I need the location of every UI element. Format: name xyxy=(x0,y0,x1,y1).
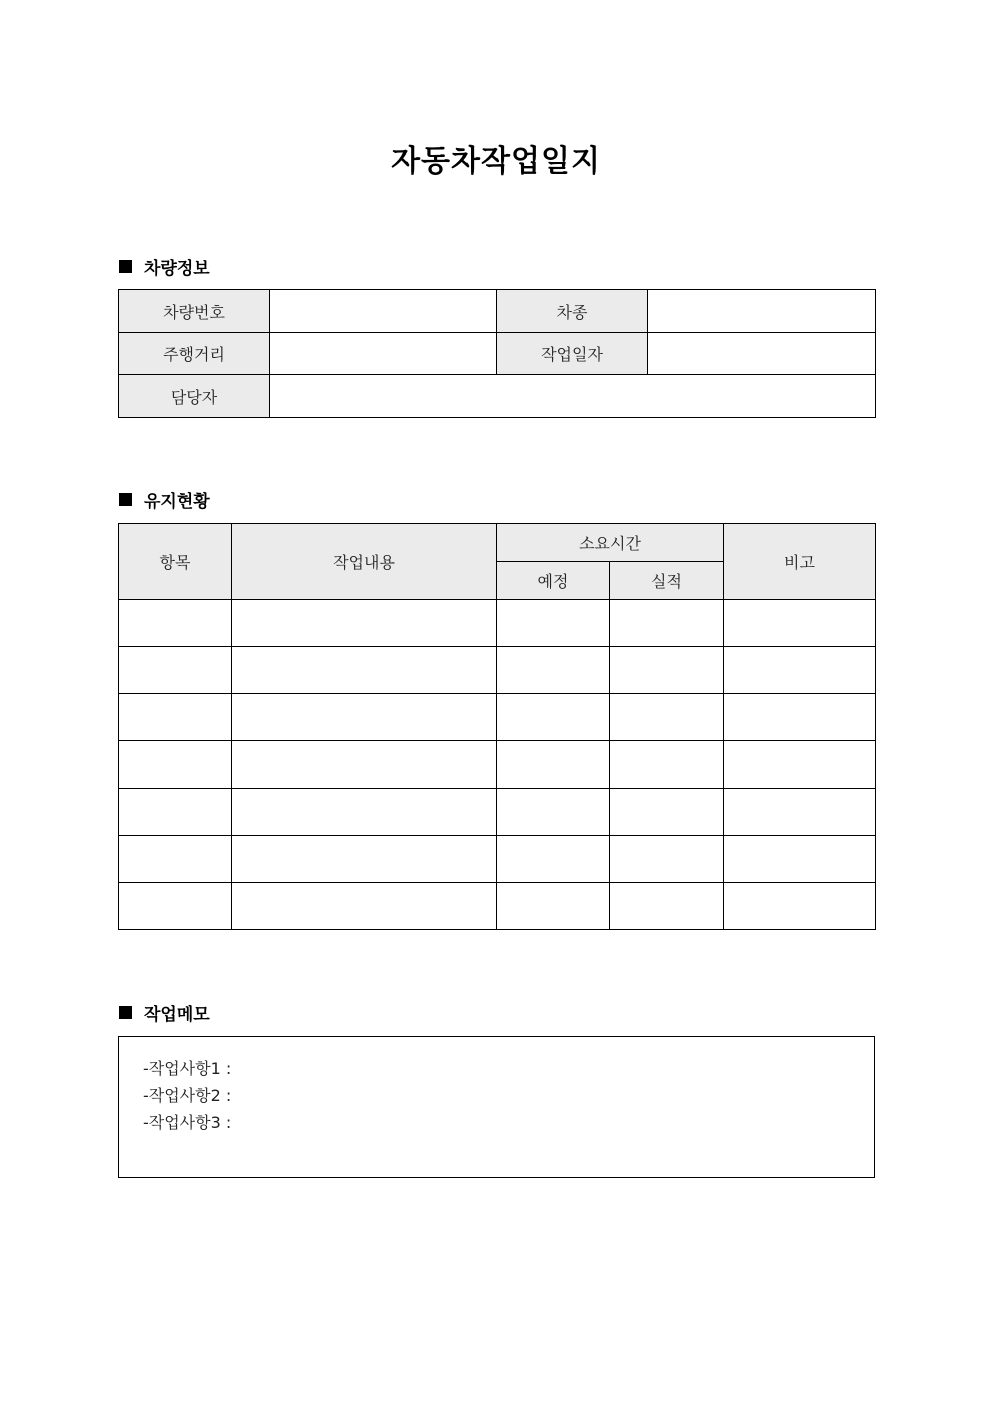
cell-work-content[interactable] xyxy=(232,836,497,883)
header-work-content: 작업내용 xyxy=(232,524,497,600)
header-time-required: 소요시간 xyxy=(497,524,724,562)
section-title: 차량정보 xyxy=(144,259,210,279)
section-heading-memo xyxy=(119,1000,210,1025)
maintenance-table xyxy=(118,523,876,930)
label-mileage: 주행거리 xyxy=(119,333,270,375)
table-row xyxy=(119,647,876,694)
cell-actual[interactable] xyxy=(610,741,724,789)
cell-remarks[interactable] xyxy=(724,836,876,883)
car-model-field[interactable] xyxy=(648,290,876,333)
cell-item[interactable] xyxy=(119,789,232,836)
cell-remarks[interactable] xyxy=(724,883,876,930)
cell-actual[interactable] xyxy=(610,883,724,930)
work-date-field[interactable] xyxy=(648,333,876,375)
cell-actual[interactable] xyxy=(610,600,724,647)
table-row xyxy=(119,741,876,789)
cell-remarks[interactable] xyxy=(724,694,876,741)
cell-remarks[interactable] xyxy=(724,741,876,789)
table-row xyxy=(119,836,876,883)
cell-remarks[interactable] xyxy=(724,789,876,836)
memo-line-2: -작업사항2 : xyxy=(143,1086,232,1105)
cell-actual[interactable] xyxy=(610,647,724,694)
document-title: 자동차작업일지 xyxy=(391,144,601,179)
cell-remarks[interactable] xyxy=(724,647,876,694)
cell-work-content[interactable] xyxy=(232,600,497,647)
header-actual: 실적 xyxy=(610,562,724,600)
section-heading-vehicle-info xyxy=(119,254,210,279)
cell-work-content[interactable] xyxy=(232,789,497,836)
cell-planned[interactable] xyxy=(497,600,610,647)
cell-actual[interactable] xyxy=(610,694,724,741)
cell-planned[interactable] xyxy=(497,647,610,694)
cell-work-content[interactable] xyxy=(232,694,497,741)
section-title: 작업메모 xyxy=(144,1005,210,1025)
section-title: 유지현황 xyxy=(144,492,210,512)
plate-number-field[interactable] xyxy=(270,290,497,333)
square-bullet-icon xyxy=(119,1006,132,1019)
cell-remarks[interactable] xyxy=(724,600,876,647)
table-row xyxy=(119,694,876,741)
table-row xyxy=(119,600,876,647)
memo-line-1: -작업사항1 : xyxy=(143,1059,232,1078)
table-row xyxy=(119,789,876,836)
header-planned: 예정 xyxy=(497,562,610,600)
square-bullet-icon xyxy=(119,260,132,273)
cell-item[interactable] xyxy=(119,883,232,930)
table-row xyxy=(119,883,876,930)
mileage-field[interactable] xyxy=(270,333,497,375)
cell-item[interactable] xyxy=(119,647,232,694)
header-item: 항목 xyxy=(119,524,232,600)
cell-item[interactable] xyxy=(119,741,232,789)
cell-item[interactable] xyxy=(119,694,232,741)
cell-planned[interactable] xyxy=(497,741,610,789)
cell-planned[interactable] xyxy=(497,789,610,836)
cell-item[interactable] xyxy=(119,600,232,647)
cell-item[interactable] xyxy=(119,836,232,883)
section-heading-maintenance xyxy=(119,487,210,512)
cell-actual[interactable] xyxy=(610,836,724,883)
label-car-model: 차종 xyxy=(497,290,648,333)
memo-box[interactable] xyxy=(118,1036,875,1178)
cell-work-content[interactable] xyxy=(232,647,497,694)
label-manager: 담당자 xyxy=(119,375,270,418)
cell-planned[interactable] xyxy=(497,883,610,930)
label-plate-number: 차량번호 xyxy=(119,290,270,333)
vehicle-info-table xyxy=(118,289,876,418)
memo-line-3: -작업사항3 : xyxy=(143,1113,232,1132)
cell-actual[interactable] xyxy=(610,789,724,836)
manager-field[interactable] xyxy=(270,375,876,418)
label-work-date: 작업일자 xyxy=(497,333,648,375)
square-bullet-icon xyxy=(119,493,132,506)
cell-work-content[interactable] xyxy=(232,883,497,930)
cell-planned[interactable] xyxy=(497,694,610,741)
cell-work-content[interactable] xyxy=(232,741,497,789)
header-remarks: 비고 xyxy=(724,524,876,600)
cell-planned[interactable] xyxy=(497,836,610,883)
